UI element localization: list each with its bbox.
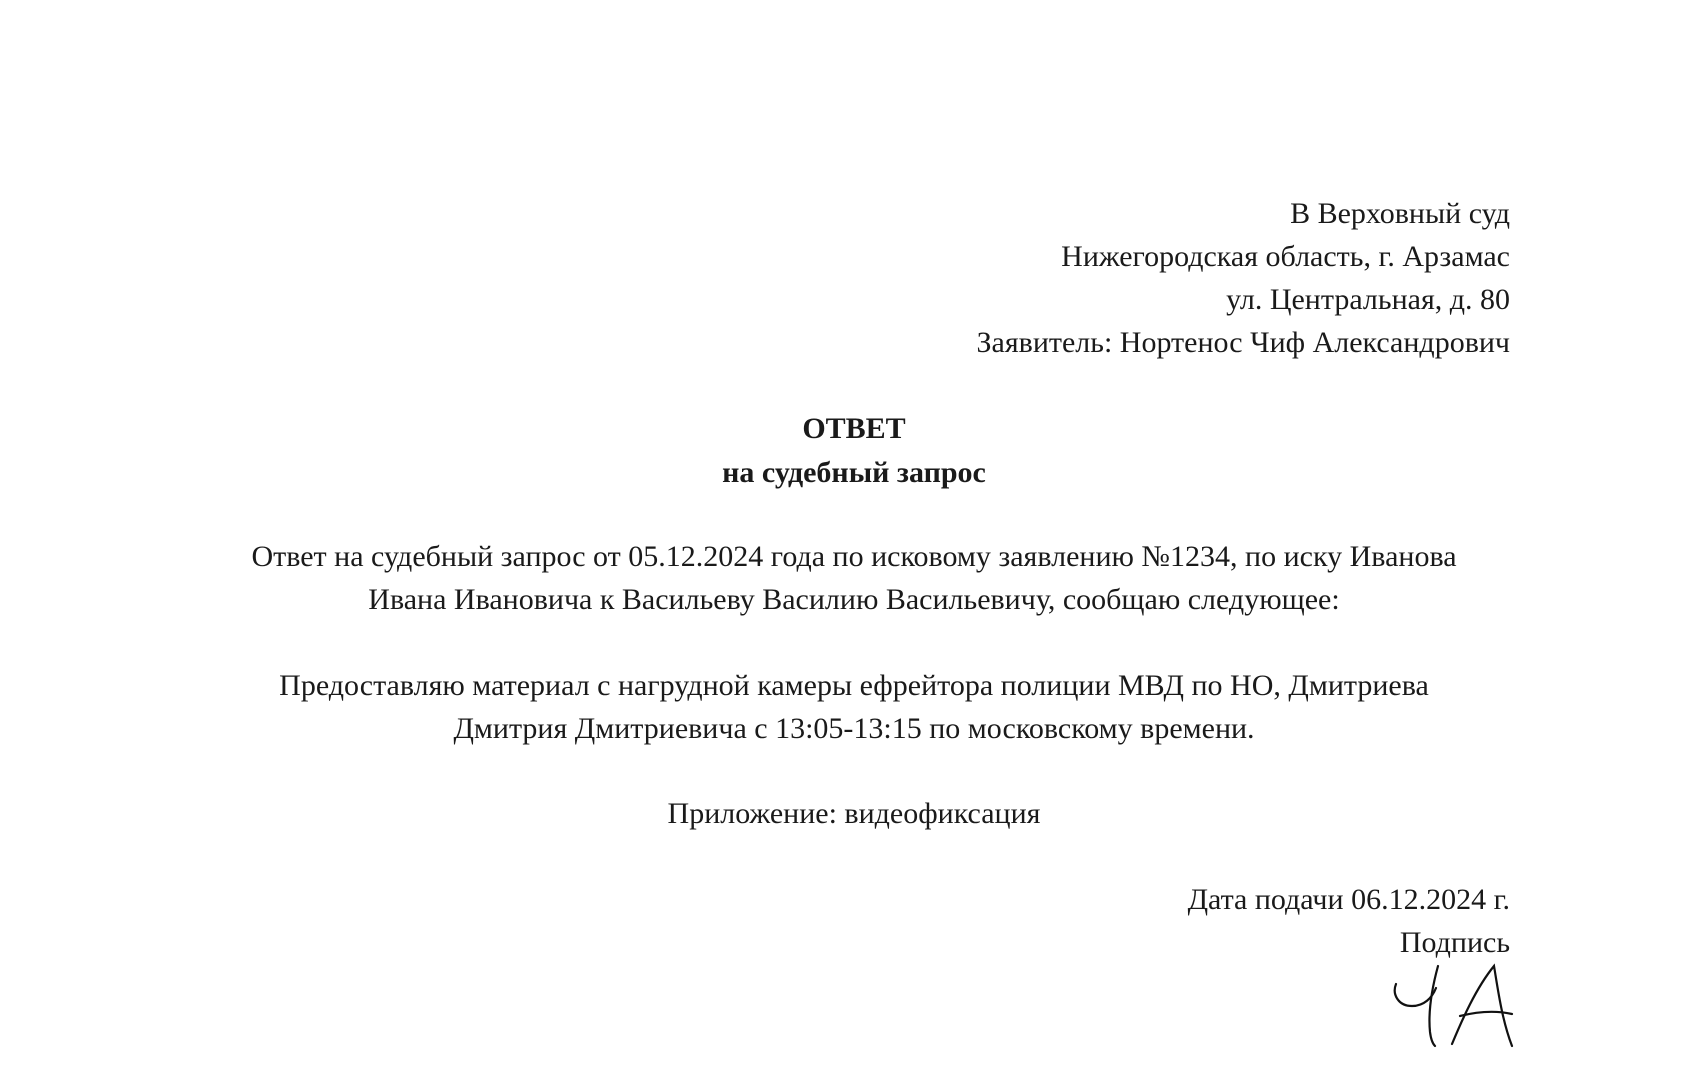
addressee-region: Нижегородская область, г. Арзамас [1061,240,1510,273]
paragraph-request-info [0,535,1697,621]
submission-date: Дата подачи 06.12.2024 г. [1187,883,1510,916]
title-main: ОТВЕТ [802,412,906,445]
paragraph-line: Дмитрия Дмитриевича с 13:05-13:15 по московскому времени. [453,712,1255,745]
paragraph-material-info [0,664,1697,750]
addressee-court: В Верховный суд [1290,197,1510,230]
handwritten-signature [1390,960,1520,1050]
addressee-block [977,192,1510,364]
signature-label: Подпись [1399,926,1510,959]
addressee-street: ул. Центральная, д. 80 [1226,283,1510,316]
paragraph-line: Ответ на судебный запрос от 05.12.2024 года по исковому заявлению №1234, по иску Иванова [251,540,1457,573]
paragraph-attachment [0,792,1697,835]
title-sub: на судебный запрос [722,456,986,489]
document-title [0,407,1697,495]
attachment-line: Приложение: видеофиксация [667,797,1041,830]
paragraph-line: Предоставляю материал с нагрудной камеры ефрейтора полиции МВД по НО, Дмитриева [279,669,1429,702]
paragraph-line: Ивана Ивановича к Васильеву Василию Васильевичу, сообщаю следующее: [368,583,1340,616]
footer-block [1188,878,1510,964]
applicant-name: Заявитель: Нортенос Чиф Александрович [976,326,1510,359]
